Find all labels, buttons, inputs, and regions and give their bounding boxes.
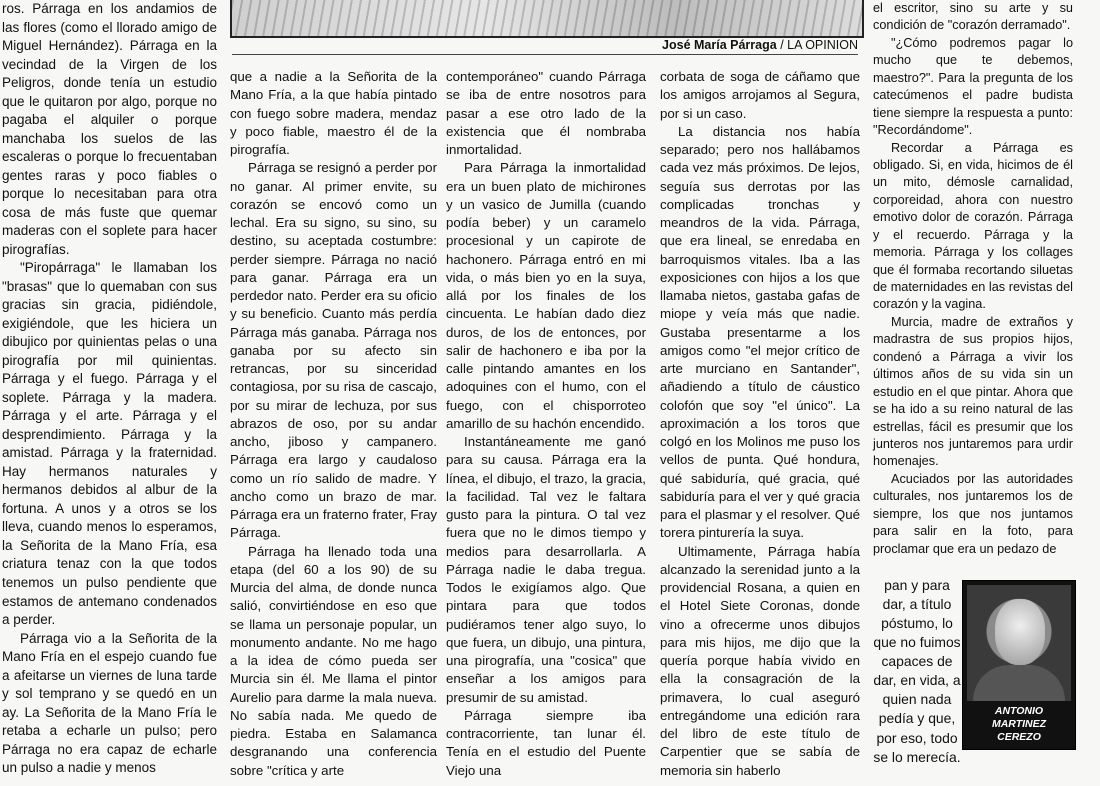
paragraph: "¿Cómo podremos pagar lo mucho que te debemos, maestro?". Para la pregunta de los catecúmenos el padre budista tiene siempre la respuesta a punto: "Recordándome". xyxy=(873,35,1073,138)
paragraph: el escritor, sino su arte y su condición de "corazón derramado". xyxy=(873,1,1073,33)
photo xyxy=(230,0,864,38)
paragraph: Instantáneamente me ganó para su causa. Párraga era la línea, el dibujo, el trazo, la gracia, la facilidad. Tal vez le faltara gusto para la pintura. O tal vez fuera que no le dimos tiempo y medios para desarrollarla. A Párraga nadie le daba tregua. Todos le exigíamos algo. Que pintara para que todos pudiéramos tener algo suyo, lo que fuera, un dibujo, una pintura, una pirografía, una "cosica" que enseñar a los amigos para presumir de su amistad. xyxy=(446,434,646,705)
article-column-5 xyxy=(873,0,1073,558)
paragraph: Párraga siempre iba contracorriente, tan lunar él. Tenía en el estudio del Puente Viejo una xyxy=(446,707,646,778)
paragraph: Para Párraga la inmortalidad era un buen plato de michirones y un vasico de Jumilla (cuando podía beber) y un caramelo procesional y un capirote de hachonero. Párraga entró en mi vida, o más bien yo en la suya, allá por los finales de los cincuenta. Le habían dado diez duros, de los de entonces, por salir de hachonero e iba por la calle pintando amantes en los adoquines con el humo, con el fuego, con el chisporroteo amarillo de su hachón encendido. xyxy=(446,160,646,431)
photo-caption xyxy=(232,38,858,55)
paragraph: Párraga se resignó a perder por no ganar. Al primer envite, su corazón se encovó como un lechal. Era su signo, su sino, su destino, su aceptada costumbre: perder siempre. Párraga no nació para ganar. Párraga era un perdedor nato. Perder era su oficio y su beneficio. Cuanto más perdía Párraga más ganaba. Párraga nos ganaba por su afecto sin retrancas, por su sinceridad contagiosa, por su risa de cascajo, por su mirar de lechuza, por sus abrazos de oso, por su andar ancho, jiboso y campanero. Párraga era largo y caudaloso como un río salido de madre. Y ancho como un brazo de mar. Párraga era un fraterno frater, Fray Párraga. xyxy=(230,160,437,541)
article-column-4 xyxy=(660,68,860,780)
credit-line: MARTINEZ xyxy=(991,718,1047,730)
paragraph: Murcia, madre de extraños y madrastra de sus propios hijos, condenó a Párraga a vivir los últimos años de su vida sin un estudio en el que pintar. Ahora que se ha ido a su reino natural de las estrellas, fácil es presumir que los junteros nos juntaremos para urdir homenajes. xyxy=(873,314,1073,469)
closing-text: pan y para dar, a título póstumo, lo que no fuimos capaces de dar, en vida, a quien nada pedía y que, por eso, todo se lo merecía. xyxy=(873,577,961,765)
paragraph: contemporáneo" cuando Párraga se iba de entre nosotros para pasar a ese otro lado de la existencia que él nombraba inmortalidad. xyxy=(446,69,646,157)
credit-line: ANTONIO xyxy=(994,705,1044,717)
paragraph: ros. Párraga en los andamios de las flores (como el llorado amigo de Miguel Hernández). Párraga en la vecindad de la Virgen de los Peligros, donde tenía un estudio que le quitaron por algo, porque no pagaba el alquiler o porque manchaba los suelos de las escaleras o porque lo frecuentaban gentes raras y poco fiables o porque lo necesitaban para otra cosa de más fuste que quemar maderas con el soplete para hacer pirografías. xyxy=(2,1,217,257)
paragraph: Párraga vio a la Señorita de la Mano Fría en el espejo cuando fue a afeitarse un viernes de luna tarde y sol temprano y se quedó en un ay. La Señorita de la Mano Fría le retaba a echarle un pulso; pero Párraga no era capaz de echarle un pulso a nadie y menos xyxy=(2,630,217,776)
paragraph: Acuciados por las autoridades culturales, nos juntaremos los de siempre, los que nos juntamos para salir en la foto, para proclamar que era un pedazo de xyxy=(873,471,1073,556)
article-column-3 xyxy=(446,68,646,780)
caption-source: / LA OPINION xyxy=(780,38,858,52)
caption-author: José María Párraga xyxy=(662,38,777,52)
portrait-photo xyxy=(967,585,1071,701)
article-column-1 xyxy=(2,0,217,778)
photo-credit xyxy=(967,705,1071,744)
paragraph: Párraga ha llenado toda una etapa (del 60 a los 90) de su Murcia del alma, de donde nunca salió, convirtiéndose en eso que se llama un personaje popular, un monumento andante. No me hago a la idea de cómo pueda ser Murcia sin él. Me llama el pintor Aurelio para darme la mala nueva. No sabía nada. Me quedo de piedra. Estaba en Salamanca desgranando una conferencia sobre "crítica y arte xyxy=(230,543,437,778)
credit-line: CEREZO xyxy=(997,731,1041,743)
article-column-2 xyxy=(230,68,437,780)
paragraph: Ultimamente, Párraga había alcanzado la serenidad junto a la providencial Rosana, a quien en el Hotel Siete Coronas, donde vino a ofrecerme unos dibujos para mis hijos, me dijo que la quería porque había vivido en ella la consagración de la primavera, lo cual aseguró entregándome una edición rara del libro de este título de Carpentier que se sabía de memoria sin haberlo xyxy=(660,543,860,778)
paragraph: que a nadie a la Señorita de la Mano Fría, a la que había pintado con fuego sobre madera, mendaz y poco fiable, maestro él de la pirografía. xyxy=(230,69,437,157)
author-portrait xyxy=(962,580,1076,750)
paragraph: "Piropárraga" le llamaban los "brasas" que lo quemaban con sus gracias sin gracia, pidiéndole, exigiéndole, que les hiciera un dibujico por quinientas pelas o una pirografía por mil quinientas. Párraga y el fuego. Párraga y el soplete. Párraga y la madera. Párraga y el arte. Párraga y el desprendimiento. Párraga y la amistad. Párraga y la fraternidad. Hay hermanos naturales y hermanos debidos al albur de la fortuna. A unos y a otros se los lleva, cuando menos lo esperamos, la Señorita de la Mano Fría, esa criatura tenaz con la que todos tenemos un pulso pendiente que estamos de antemano condenados a perder. xyxy=(2,260,217,628)
paragraph: Recordar a Párraga es obligado. Si, en vida, hicimos de él un mito, démosle carnalidad, corporeidad, ahora con nuestro emotivo dolor de corazón. Párraga y el recuerdo. Párraga y la memoria. Párraga y los collages que él formaba recortando siluetas de maternidades en las revistas del corazón y la vagina. xyxy=(873,140,1073,312)
paragraph: corbata de soga de cáñamo que los amigos arrojamos al Segura, por si un caso. xyxy=(660,69,860,121)
paragraph: La distancia nos había separado; pero nos hallábamos cada vez más próximos. De lejos, seguía sus derrotas por las complicadas tronchas y meandros de la vida. Párraga, que era lineal, se enredaba en barroquismos vitales. Iba a las exposiciones con hijos a los que llamaba nietos, gastaba gafas de miope y veía más que nadie. Gustaba presentarme a los amigos como "el mejor crítico de arte murciano en Santander", añadiendo a título de cáustico colofón que soy "el único". La aproximación a los toros que colgó en los Molinos me puso los vellos de punta. Qué hondura, qué sabiduría, qué gracia, qué sabiduría para el ver y qué gracia para el plasmar y el resolver. Qué torera pinturería la suya. xyxy=(660,123,860,541)
